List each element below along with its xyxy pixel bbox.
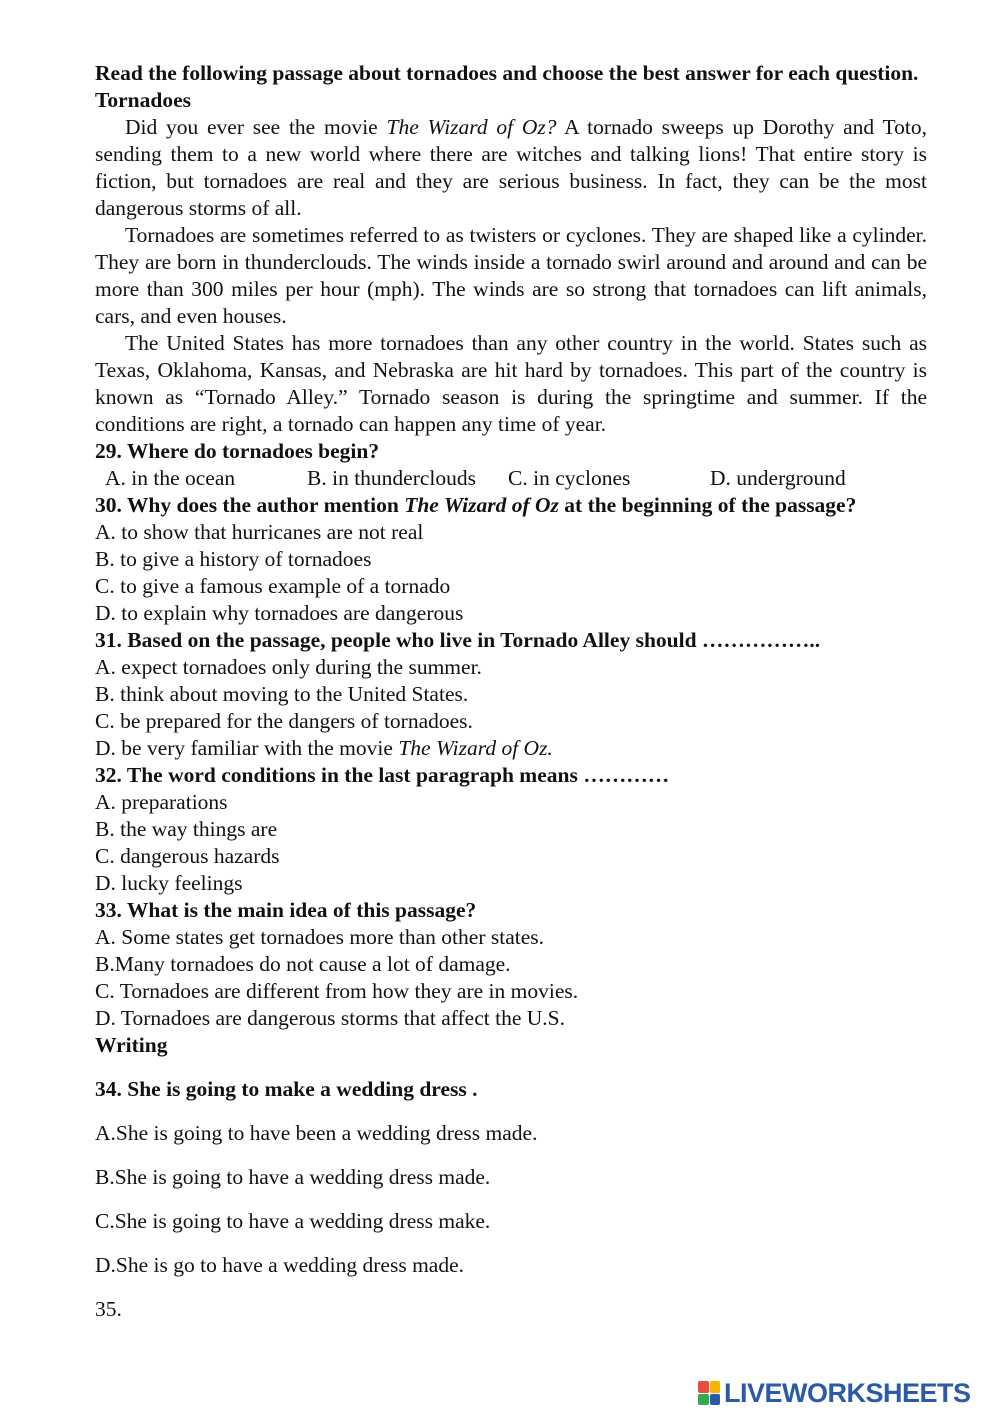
option-33-a[interactable]: A. Some states get tornadoes more than other states.	[95, 925, 545, 949]
paragraph-1-start: Did you ever see the movie	[125, 115, 387, 139]
option-31-d-movie-title: The Wizard of Oz.	[398, 736, 553, 760]
question-35: 35.	[95, 1297, 122, 1321]
option-30-b[interactable]: B. to give a history of tornadoes	[95, 547, 372, 571]
question-30	[95, 492, 927, 519]
liveworksheets-logo	[698, 1378, 971, 1408]
worksheet-page	[95, 60, 927, 1323]
option-31-d-text: D. be very familiar with the movie	[95, 736, 399, 760]
movie-title: The Wizard of Oz?	[386, 115, 557, 139]
option-34-c[interactable]: C.She is going to have a wedding dress make.	[95, 1209, 491, 1233]
instructions: Read the following passage about tornadoes and choose the best answer for each question.	[95, 61, 919, 85]
option-31-b[interactable]: B. think about moving to the United States.	[95, 682, 469, 706]
option-29-d[interactable]: D. underground	[710, 466, 846, 490]
writing-heading: Writing	[95, 1033, 168, 1057]
option-34-a[interactable]: A.She is going to have been a wedding dress made.	[95, 1121, 538, 1145]
question-29: 29. Where do tornadoes begin?	[95, 439, 380, 463]
option-31-d[interactable]	[95, 735, 927, 762]
option-34-d[interactable]: D.She is go to have a wedding dress made.	[95, 1253, 465, 1277]
option-34-b[interactable]: B.She is going to have a wedding dress made.	[95, 1165, 491, 1189]
question-33: 33. What is the main idea of this passage?	[95, 898, 477, 922]
option-29-a[interactable]: A. in the ocean	[105, 466, 236, 490]
option-32-b[interactable]: B. the way things are	[95, 817, 278, 841]
question-34: 34. She is going to make a wedding dress .	[95, 1077, 478, 1101]
option-30-a[interactable]: A. to show that hurricanes are not real	[95, 520, 424, 544]
option-33-d[interactable]: D. Tornadoes are dangerous storms that affect the U.S.	[95, 1006, 565, 1030]
option-30-d[interactable]: D. to explain why tornadoes are dangerous	[95, 601, 464, 625]
option-30-c[interactable]: C. to give a famous example of a tornado	[95, 574, 451, 598]
question-29-options	[95, 465, 927, 492]
option-29-c[interactable]: C. in cyclones	[508, 466, 631, 490]
logo-square-red	[698, 1381, 709, 1393]
option-29-b[interactable]: B. in thunderclouds	[307, 466, 476, 490]
option-33-c[interactable]: C. Tornadoes are different from how they are in movies.	[95, 979, 579, 1003]
paragraph-1-end: A tornado sweeps up Dorothy and Toto, sending them to a new world where there are witches and talking lions! That entire story is fiction, but tornadoes are real and they are serious business. In fact, they can be the most dangerous storms of all.	[95, 115, 927, 220]
logo-square-blue	[710, 1394, 721, 1406]
option-32-a[interactable]: A. preparations	[95, 790, 228, 814]
logo-text: LIVEWORKSHEETS	[724, 1377, 971, 1408]
passage-paragraph-3: The United States has more tornadoes than any other country in the world. States such as Texas, Oklahoma, Kansas, and Nebraska are hit hard by tornadoes. This part of the country is known as “Tornado Alley.” Tornado season is during the springtime and summer. If the conditions are right, a tornado can happen any time of year.	[95, 331, 927, 436]
option-32-c[interactable]: C. dangerous hazards	[95, 844, 280, 868]
logo-square-yellow	[710, 1381, 721, 1393]
liveworksheets-logo-icon	[698, 1381, 720, 1405]
question-31: 31. Based on the passage, people who live in Tornado Alley should ……………..	[95, 628, 821, 652]
logo-square-green	[698, 1394, 709, 1406]
passage-title: Tornadoes	[95, 88, 191, 112]
passage-paragraph-1	[95, 114, 927, 222]
option-33-b[interactable]: B.Many tornadoes do not cause a lot of damage.	[95, 952, 511, 976]
question-30-end: at the beginning of the passage?	[558, 493, 857, 517]
option-32-d[interactable]: D. lucky feelings	[95, 871, 243, 895]
question-30-movie-title: The Wizard of Oz	[404, 493, 559, 517]
question-30-start: 30. Why does the author mention	[95, 493, 405, 517]
option-31-c[interactable]: C. be prepared for the dangers of tornadoes.	[95, 709, 473, 733]
passage-paragraph-2: Tornadoes are sometimes referred to as twisters or cyclones. They are shaped like a cylinder. They are born in thunderclouds. The winds inside a tornado swirl around and around and can be more than 300 miles per hour (mph). The winds are so strong that tornadoes can lift animals, cars, and even houses.	[95, 223, 927, 328]
question-32: 32. The word conditions in the last paragraph means …………	[95, 763, 670, 787]
option-31-a[interactable]: A. expect tornadoes only during the summer.	[95, 655, 482, 679]
